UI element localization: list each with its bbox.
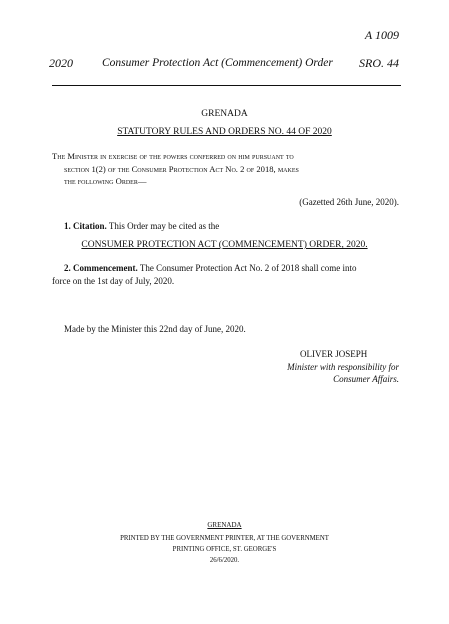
- country-heading: GRENADA: [201, 109, 248, 119]
- page-number: A 1009: [364, 28, 399, 42]
- sro-heading: STATUTORY RULES AND ORDERS NO. 44 OF 2020: [117, 127, 332, 137]
- footer-date: 26/6/2020.: [209, 557, 240, 564]
- order-name: CONSUMER PROTECTION ACT (COMMENCEMENT) ORDER, 2020.: [81, 240, 368, 250]
- paragraph-commencement: [52, 262, 401, 288]
- running-title: Consumer Protection Act (Commencement) Order: [102, 57, 333, 69]
- signer-role-line-2: Consumer Affairs.: [333, 374, 399, 384]
- made-by-line: Made by the Minister this 22nd day of June, 2020.: [64, 324, 246, 334]
- footer-place: GRENADA: [207, 521, 242, 529]
- header-sro-number: SRO. 44: [359, 56, 399, 70]
- footer-office-line: PRINTING OFFICE, ST. GEORGE'S: [172, 546, 277, 553]
- gazetted-date: (Gazetted 26th June, 2020).: [299, 197, 399, 207]
- enacting-line-3: the following Order—: [64, 176, 147, 187]
- para1-title: Citation.: [73, 221, 107, 231]
- enacting-line-1: The Minister in exercise of the powers conferred on him pursuant to: [52, 151, 294, 161]
- para2-number: 2.: [64, 263, 71, 273]
- paragraph-citation: [64, 221, 219, 231]
- enacting-line-2: section 1(2) of the Consumer Protection Act No. 2 of 2018, makes: [64, 163, 299, 174]
- signer-name: OLIVER JOSEPH: [300, 349, 368, 359]
- header-year: 2020: [49, 56, 73, 70]
- para2-text-line-1: The Consumer Protection Act No. 2 of 2018 shall come into: [139, 263, 357, 273]
- signer-role-line-1: Minister with responsibility for: [287, 362, 399, 372]
- para1-text: This Order may be cited as the: [108, 221, 220, 231]
- para2-text-line-2: force on the 1st day of July, 2020.: [52, 276, 175, 286]
- para2-title: Commencement.: [73, 263, 138, 273]
- enacting-clause: [52, 150, 401, 188]
- header-rule: [52, 85, 401, 86]
- footer-printer-line: PRINTED BY THE GOVERNMENT PRINTER, AT THE GOVERNMENT: [120, 535, 329, 542]
- para1-number: 1.: [64, 221, 71, 231]
- signer-role: [287, 361, 399, 385]
